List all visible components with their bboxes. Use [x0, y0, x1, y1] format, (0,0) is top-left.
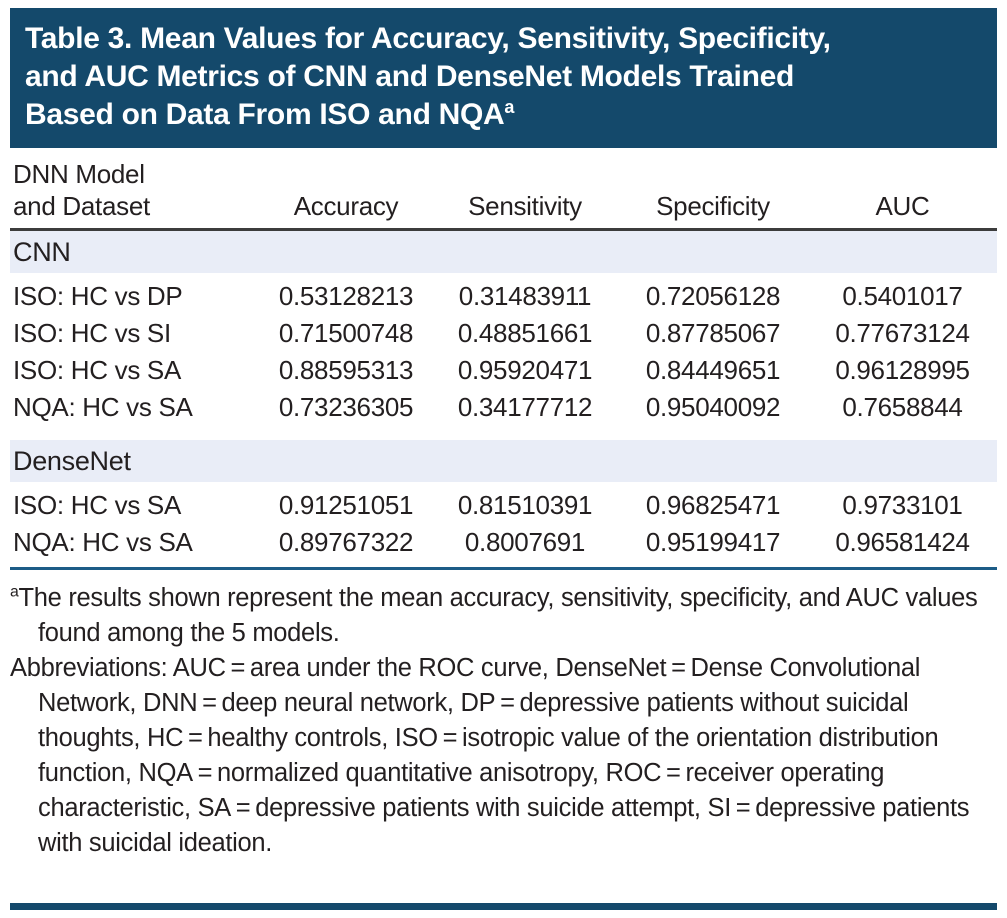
footnote-a: $^a$The results shown represent the mean accuracy, sensitivity, specificity, and AUC values found among the 5 models. — [10, 583, 978, 647]
table-row — [10, 315, 997, 352]
specificity-value: 0.96825471 — [645, 490, 781, 520]
accuracy-value: 0.88595313 — [278, 355, 414, 385]
specificity-value: 0.72056128 — [645, 281, 781, 311]
table-title-line-2: and AUC Metrics of CNN and DenseNet Models Trained — [25, 60, 795, 93]
sensitivity-value: 0.31483911 — [458, 281, 592, 311]
header-dnn-model: DNN Model and Dataset — [13, 159, 150, 221]
table-title-line-1: Table 3. Mean Values for Accuracy, Sensitivity, Specificity, — [25, 22, 831, 55]
figure-bottom-rule — [10, 903, 997, 910]
section-rows-cnn — [10, 273, 997, 432]
auc-value: 0.9733101 — [842, 490, 963, 520]
auc-value: 0.96581424 — [835, 527, 970, 557]
table-title-line-3: Based on Data From ISO and NQA$^a$ — [25, 97, 515, 131]
row-label: ISO: HC vs DP — [13, 281, 183, 311]
specificity-value: 0.84449651 — [645, 355, 781, 385]
table-bottom-rule — [10, 567, 997, 570]
auc-value: 0.5401017 — [842, 281, 963, 311]
section-header-densenet: DenseNet — [10, 440, 997, 482]
accuracy-value: 0.71500748 — [278, 318, 414, 348]
section-header-cnn: CNN — [10, 231, 997, 273]
auc-value: 0.96128995 — [835, 355, 970, 385]
header-sensitivity: Sensitivity — [468, 191, 582, 221]
sensitivity-value: 0.95920471 — [457, 355, 593, 385]
row-label: NQA: HC vs SA — [13, 392, 193, 422]
sensitivity-value: 0.34177712 — [457, 392, 593, 422]
table-title — [10, 8, 997, 148]
table-3-figure — [10, 8, 997, 910]
table-row — [10, 389, 997, 426]
sensitivity-value: 0.8007691 — [464, 527, 586, 557]
specificity-value: 0.87785067 — [645, 318, 781, 348]
footnotes — [10, 581, 997, 861]
auc-value: 0.7658844 — [842, 392, 963, 422]
table-row — [10, 524, 997, 561]
header-auc: AUC — [875, 191, 930, 221]
specificity-value: 0.95199417 — [645, 527, 781, 557]
accuracy-value: 0.53128213 — [278, 281, 414, 311]
sensitivity-value: 0.81510391 — [457, 490, 593, 520]
row-label: ISO: HC vs SI — [13, 318, 171, 348]
title-footnote-marker: a — [504, 97, 515, 117]
table-row — [10, 278, 997, 315]
section-rows-densenet — [10, 482, 997, 567]
auc-value: 0.77673124 — [835, 318, 970, 348]
table-row — [10, 487, 997, 524]
row-label: ISO: HC vs SA — [13, 490, 182, 520]
table-header-row — [10, 148, 997, 231]
row-label: NQA: HC vs SA — [13, 527, 193, 557]
table-row — [10, 352, 997, 389]
footnote-abbreviations: Abbreviations: AUC = area under the ROC curve, DenseNet = Dense Convolutional Network, DNN = deep neural network, DP = depressive patients without suicidal thoughts, HC = healthy controls, ISO = isotropic value of the orientation distribution function, NQA = normalized quantitative anisotropy, ROC = receiver operating characteristic, SA = depressive patients with suicide attempt, SI = depressive patients with suicidal ideation. — [10, 654, 970, 857]
sensitivity-value: 0.48851661 — [457, 318, 593, 348]
specificity-value: 0.95040092 — [645, 392, 781, 422]
footnote-marker: a — [10, 583, 19, 601]
accuracy-value: 0.91251051 — [278, 490, 414, 520]
header-specificity: Specificity — [656, 191, 770, 221]
accuracy-value: 0.89767322 — [278, 527, 414, 557]
accuracy-value: 0.73236305 — [278, 392, 414, 422]
row-label: ISO: HC vs SA — [13, 355, 182, 385]
header-accuracy: Accuracy — [293, 191, 399, 221]
